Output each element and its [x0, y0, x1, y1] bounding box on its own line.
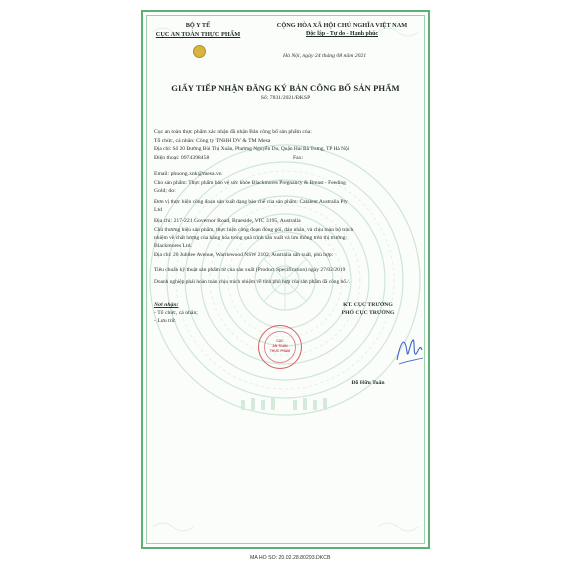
body-line-12: nhiệm về chất lượng của hàng hóa trong quá trình sản xuất và lưu thông trên thị trường: [154, 235, 348, 241]
body-line-4: Điện thoại: 0974398458 [154, 155, 210, 161]
signature-title-2: PHÓ CỤC TRƯỞNG [341, 310, 395, 316]
body-line-14: Địa chỉ: 20 Jubilee Avenue, Warriewood NSW 2102, Australia sản xuất, phù hợp: [154, 252, 334, 258]
body-line-8: Đơn vị thực hiện công đoạn sản xuất dạng bào chế của sản phẩm: Catalent Australia Pty [154, 199, 348, 205]
stamp-line-1: CỤC [276, 339, 284, 343]
body-line-16: Doanh nghiệp phải hoàn toàn chịu trách nhiệm về tính phù hợp của sản phẩm đã công bố./. [154, 279, 351, 285]
national-motto: Độc lập - Tự do - Hạnh phúc [305, 31, 378, 37]
body-line-15: Tiêu chuẩn kỹ thuật sản phẩm từ của sản xuất (Product Specification) ngày 27/02/2019 [154, 267, 346, 273]
handwritten-signature-icon [393, 330, 425, 370]
recipients-title: Nơi nhận: [154, 302, 179, 308]
stamp-line-2: AN TOÀN [272, 344, 288, 348]
certificate-frame [141, 10, 430, 549]
issue-date: Hà Nội, ngày 24 tháng 08 năm 2021 [283, 53, 367, 59]
body-line-9: Ltd [154, 207, 162, 213]
body-line-13: Blackmores Ltd. [154, 243, 192, 249]
recipient-item-1: - Tổ chức, cá nhân; [154, 310, 198, 316]
official-stamp [258, 325, 302, 369]
stamp-line-3: THỰC PHẨM [269, 349, 291, 353]
body-line-7: Gold; do: [154, 188, 176, 194]
body-line-2: Tổ chức, cá nhân: Công ty TNHH DV & TM Mesa [154, 138, 271, 144]
signer-name: Đỗ Hữu Tuấn [351, 380, 385, 386]
body-line-11: Chủ thương hiệu sản phẩm, thực hiện công đoạn đóng gói, dán nhãn, và chịu toàn bộ trách [154, 227, 354, 233]
fax-label: Fax: [293, 155, 304, 161]
department-name: CỤC AN TOÀN THỰC PHẨM [155, 31, 241, 38]
signature-title-1: KT. CỤC TRƯỞNG [343, 302, 393, 308]
country-name: CỘNG HÒA XÃ HỘI CHỦ NGHĨA VIỆT NAM [276, 22, 408, 29]
body-line-3: Địa chỉ: Số 20 Đường Bùi Thị Xuân, Phường Nguyễn Du, Quận Hai Bà Trưng, TP Hà Nội [154, 146, 350, 152]
body-line-6: Cho sản phẩm: Thực phẩm bảo vệ sức khỏe Blackmores Pregnancy & Breast - Feeding [154, 180, 346, 186]
ministry-name: BỘ Y TẾ [185, 22, 211, 29]
body-line-1: Cục an toàn thực phẩm xác nhận đã nhận Bản công bố sản phẩm của: [154, 129, 312, 135]
certificate-content [143, 12, 428, 547]
document-number: Số: 7831/2021/ĐKSP [260, 95, 311, 101]
document-title: GIẤY TIẾP NHẬN ĐĂNG KÝ BẢN CÔNG BỐ SẢN PHẨM [171, 83, 400, 93]
body-line-5: Email: phuong.xnk@mesa.vn [154, 171, 222, 177]
recipient-item-2: - Lưu trữ. [154, 318, 177, 324]
dossier-code: MA HO SO: 20.02.28.80293.DKCB [250, 555, 331, 561]
body-line-10: Địa chỉ: 217-221 Governor Road, Braeside, VIC 3195, Australia [154, 218, 301, 224]
department-logo-icon [193, 45, 206, 58]
